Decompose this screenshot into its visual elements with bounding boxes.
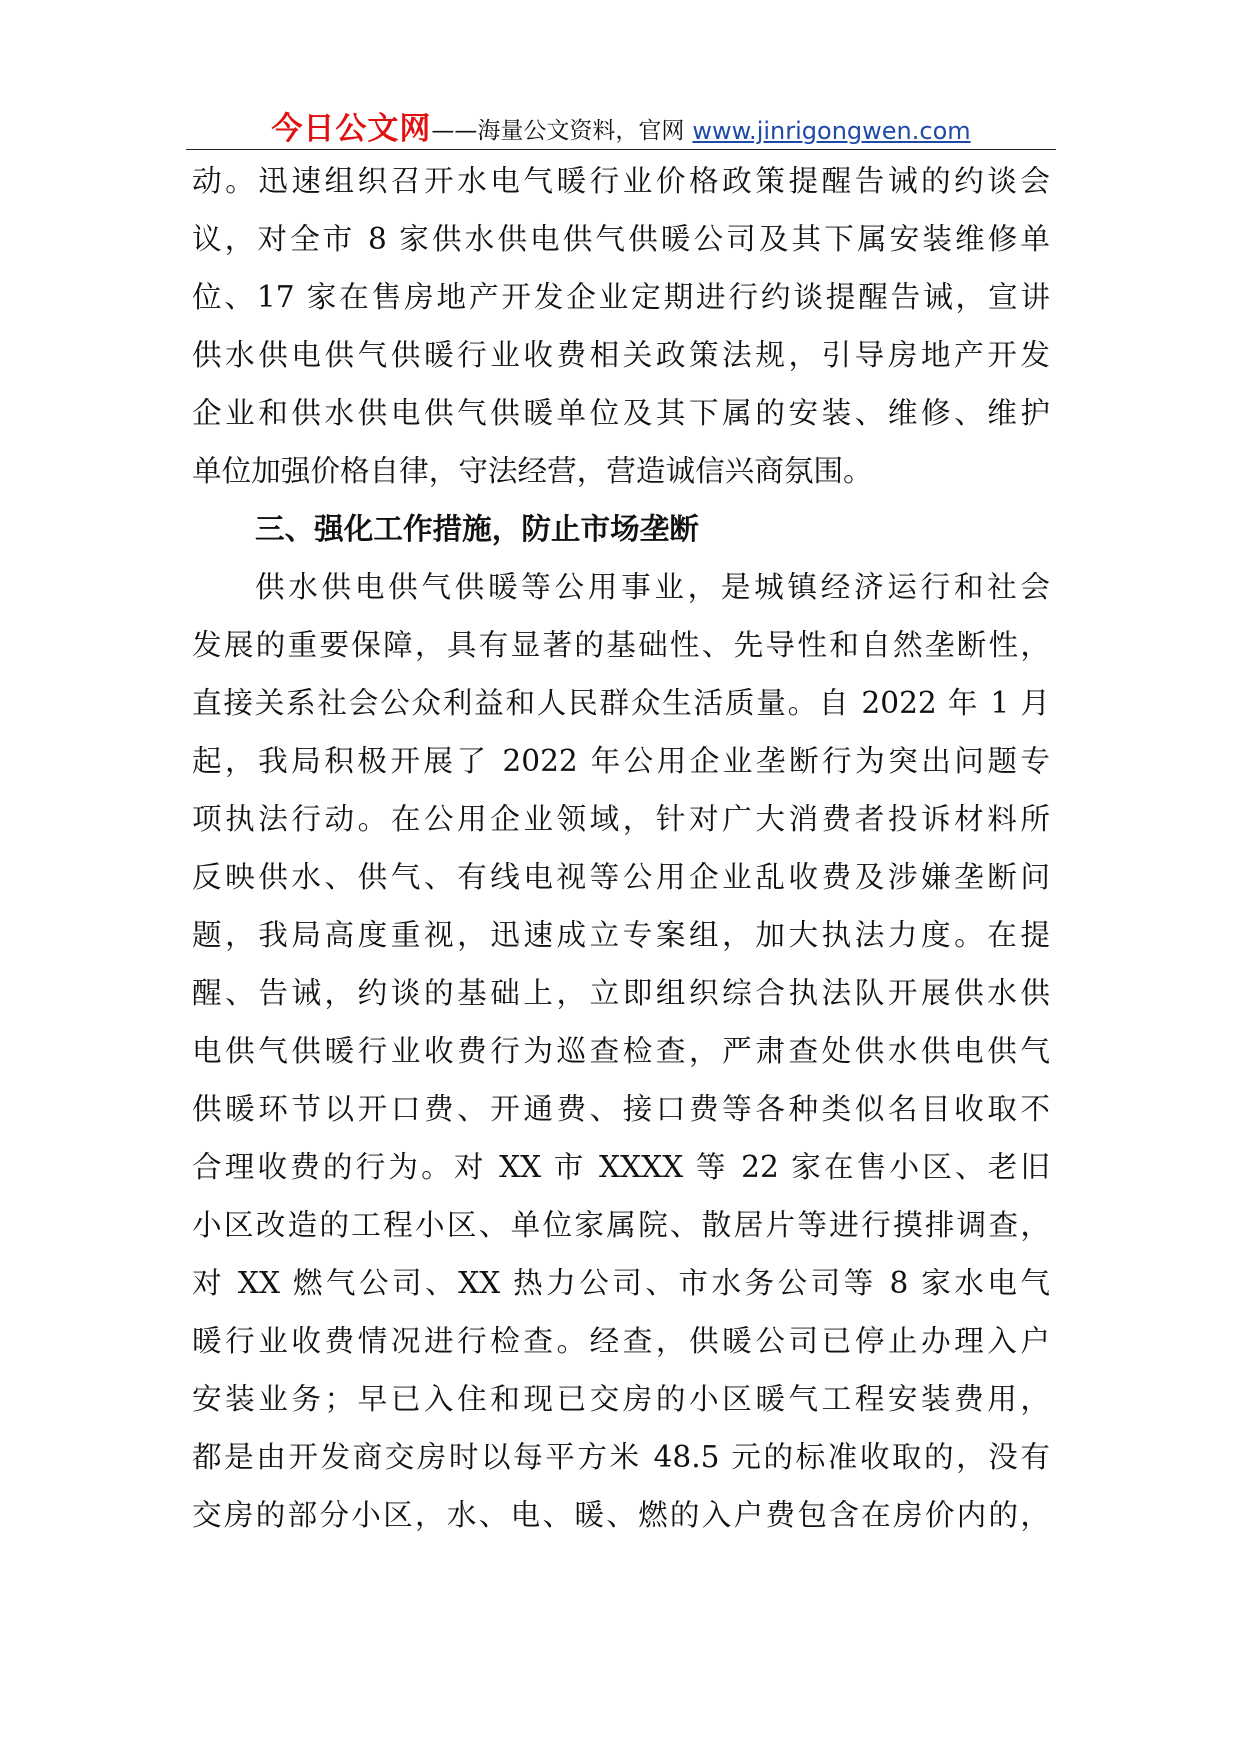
- paragraph-line: 合理收费的行为。对 XX 市 XXXX 等 22 家在售小区、老旧: [192, 1150, 1050, 1184]
- paragraph-line: 小区改造的工程小区、单位家属院、散居片等进行摸排调查，: [192, 1208, 1050, 1242]
- paragraph-line: 供水供电供气供暖等公用事业，是城镇经济运行和社会: [255, 570, 1050, 604]
- paragraph-line: 题，我局高度重视，迅速成立专案组，加大执法力度。在提: [192, 918, 1050, 952]
- paragraph-line: 反映供水、供气、有线电视等公用企业乱收费及涉嫌垄断问: [192, 860, 1050, 894]
- paragraph-line: 电供气供暖行业收费行为巡查检查，严肃查处供水供电供气: [192, 1034, 1050, 1068]
- section-heading: 三、强化工作措施，防止市场垄断: [255, 512, 699, 546]
- paragraph-line: 直接关系社会公众利益和人民群众生活质量。自 2022 年 1 月: [192, 686, 1050, 720]
- paragraph-line: 醒、告诫，约谈的基础上，立即组织综合执法队开展供水供: [192, 976, 1050, 1010]
- paragraph-line: 安装业务；早已入住和现已交房的小区暖气工程安装费用，: [192, 1382, 1050, 1416]
- paragraph-line: 暖行业收费情况进行检查。经查，供暖公司已停止办理入户: [192, 1324, 1050, 1358]
- paragraph-line: 发展的重要保障，具有显著的基础性、先导性和自然垄断性，: [192, 628, 1050, 662]
- paragraph-line: 位、17 家在售房地产开发企业定期进行约谈提醒告诫，宣讲: [192, 280, 1050, 314]
- brand-name: 今日公文网: [271, 111, 432, 147]
- page-header: [186, 100, 1056, 148]
- paragraph-line: 交房的部分小区，水、电、暖、燃的入户费包含在房价内的，: [192, 1498, 1050, 1532]
- paragraph-line: 供水供电供气供暖行业收费相关政策法规，引导房地产开发: [192, 338, 1050, 372]
- document-body: [192, 152, 1050, 1544]
- header-divider: [186, 149, 1056, 150]
- paragraph-line: 供暖环节以开口费、开通费、接口费等各种类似名目收取不: [192, 1092, 1050, 1126]
- paragraph-line: 都是由开发商交房时以每平方米 48.5 元的标准收取的，没有: [192, 1440, 1050, 1474]
- paragraph-line: 起，我局积极开展了 2022 年公用企业垄断行为突出问题专: [192, 744, 1050, 778]
- paragraph-line: 对 XX 燃气公司、XX 热力公司、市水务公司等 8 家水电气: [192, 1266, 1050, 1300]
- paragraph-line: 动。迅速组织召开水电气暖行业价格政策提醒告诫的约谈会: [192, 164, 1050, 198]
- header-tagline: ——海量公文资料，官网: [431, 118, 685, 144]
- paragraph-line: 项执法行动。在公用企业领域，针对广大消费者投诉材料所: [192, 802, 1050, 836]
- paragraph-line: 单位加强价格自律，守法经营，营造诚信兴商氛围。: [192, 454, 873, 488]
- paragraph-line: 议，对全市 8 家供水供电供气供暖公司及其下属安装维修单: [192, 222, 1050, 256]
- website-link[interactable]: www.jinrigongwen.com: [692, 117, 971, 145]
- paragraph-line: 企业和供水供电供气供暖单位及其下属的安装、维修、维护: [192, 396, 1050, 430]
